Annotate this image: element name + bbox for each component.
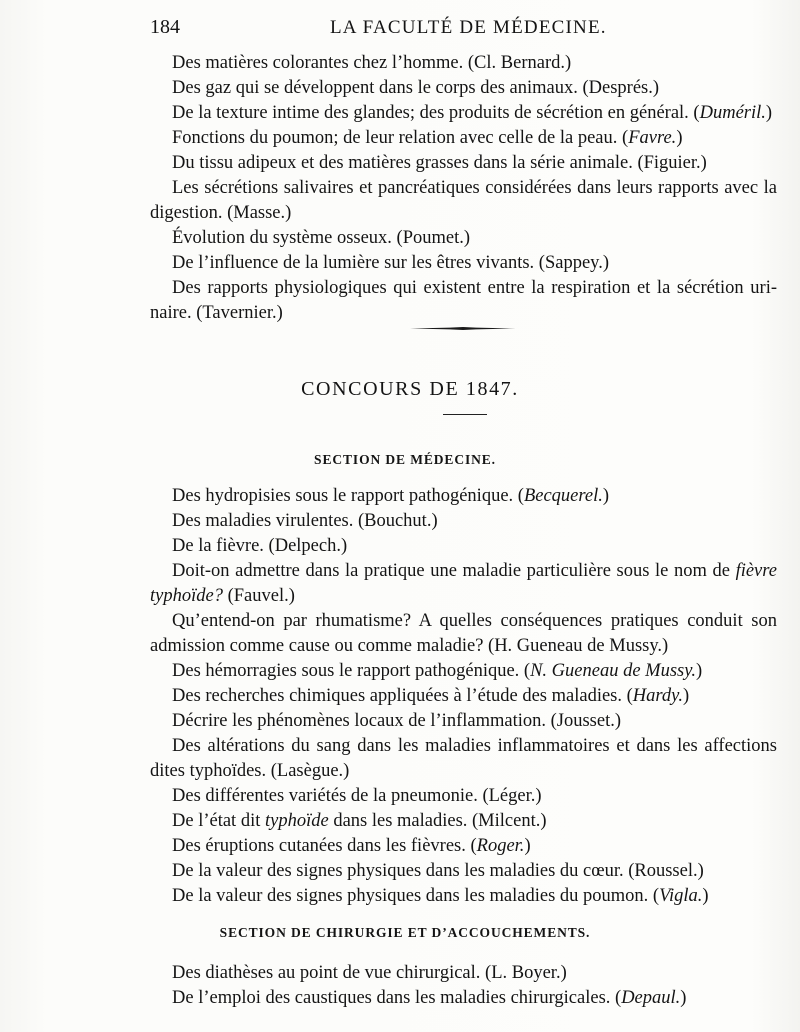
- list-item: Des rapports physiologiques qui existent entre la respiration et la sécrétion uri-: [172, 278, 777, 298]
- list-item-continuation: digestion. (Masse.): [150, 203, 292, 223]
- list-item: Des hydropisies sous le rapport pathogénique. (Becquerel.): [172, 486, 610, 506]
- list-item: Des altérations du sang dans les maladies inflammatoires et dans les affections: [172, 736, 777, 756]
- list-item: De l’influence de la lumière sur les êtres vivants. (Sappey.): [172, 253, 609, 273]
- list-item-continuation: typhoïde? (Fauvel.): [150, 586, 295, 606]
- list-item-continuation: naire. (Tavernier.): [150, 303, 283, 323]
- list-item: De la texture intime des glandes; des produits de sécrétion en général. (Duméril.): [172, 103, 773, 123]
- concours-title: CONCOURS DE 1847.: [301, 378, 519, 400]
- list-item: De l’état dit typhoïde dans les maladies. (Milcent.): [172, 811, 547, 831]
- section-heading-medecine: SECTION DE MÉDECINE.: [314, 452, 496, 467]
- section-heading-chirurgie: SECTION DE CHIRURGIE ET D’ACCOUCHEMENTS.: [219, 925, 591, 940]
- list-item: Doit-on admettre dans la pratique une maladie particulière sous le nom de fièvre: [172, 561, 777, 581]
- list-item: Des recherches chimiques appliquées à l’étude des maladies. (Hardy.): [172, 686, 690, 706]
- list-item-continuation: dites typhoïdes. (Lasègue.): [150, 761, 350, 781]
- page-number: 184: [150, 16, 180, 38]
- list-item: Des diathèses au point de vue chirurgical. (L. Boyer.): [172, 963, 567, 983]
- short-rule: [443, 414, 487, 415]
- list-item: De la fièvre. (Delpech.): [172, 536, 348, 556]
- list-item: Décrire les phénomènes locaux de l’inflammation. (Jousset.): [172, 711, 621, 731]
- list-item: De la valeur des signes physiques dans les maladies du cœur. (Roussel.): [172, 861, 704, 881]
- list-item: Des hémorragies sous le rapport pathogénique. (N. Gueneau de Mussy.): [172, 661, 703, 681]
- list-item: Du tissu adipeux et des matières grasses dans la série animale. (Figuier.): [172, 153, 707, 173]
- list-item: Des différentes variétés de la pneumonie. (Léger.): [172, 786, 542, 806]
- list-item: Qu’entend-on par rhumatisme? A quelles conséquences pratiques conduit son: [172, 611, 777, 631]
- list-item: Les sécrétions salivaires et pancréatiques considérées dans leurs rapports avec la: [172, 178, 777, 198]
- list-item: De la valeur des signes physiques dans les maladies du poumon. (Vigla.): [172, 886, 709, 906]
- page-header: [150, 16, 780, 42]
- list-item: De l’emploi des caustiques dans les maladies chirurgicales. (Depaul.): [172, 988, 687, 1008]
- list-item: Des éruptions cutanées dans les fièvres. (Roger.): [172, 836, 531, 856]
- list-item: Évolution du système osseux. (Poumet.): [172, 228, 471, 248]
- running-head: LA FACULTÉ DE MÉDECINE.: [330, 17, 607, 38]
- list-item: Des matières colorantes chez l’homme. (Cl. Bernard.): [172, 53, 572, 73]
- list-item: Fonctions du poumon; de leur relation avec celle de la peau. (Favre.): [172, 128, 683, 148]
- list-item: Des gaz qui se développent dans le corps des animaux. (Després.): [172, 78, 660, 98]
- list-item: Des maladies virulentes. (Bouchut.): [172, 511, 438, 531]
- list-item-continuation: admission comme cause ou comme maladie? (H. Gueneau de Mussy.): [150, 636, 669, 656]
- ornamental-rule: [410, 327, 516, 330]
